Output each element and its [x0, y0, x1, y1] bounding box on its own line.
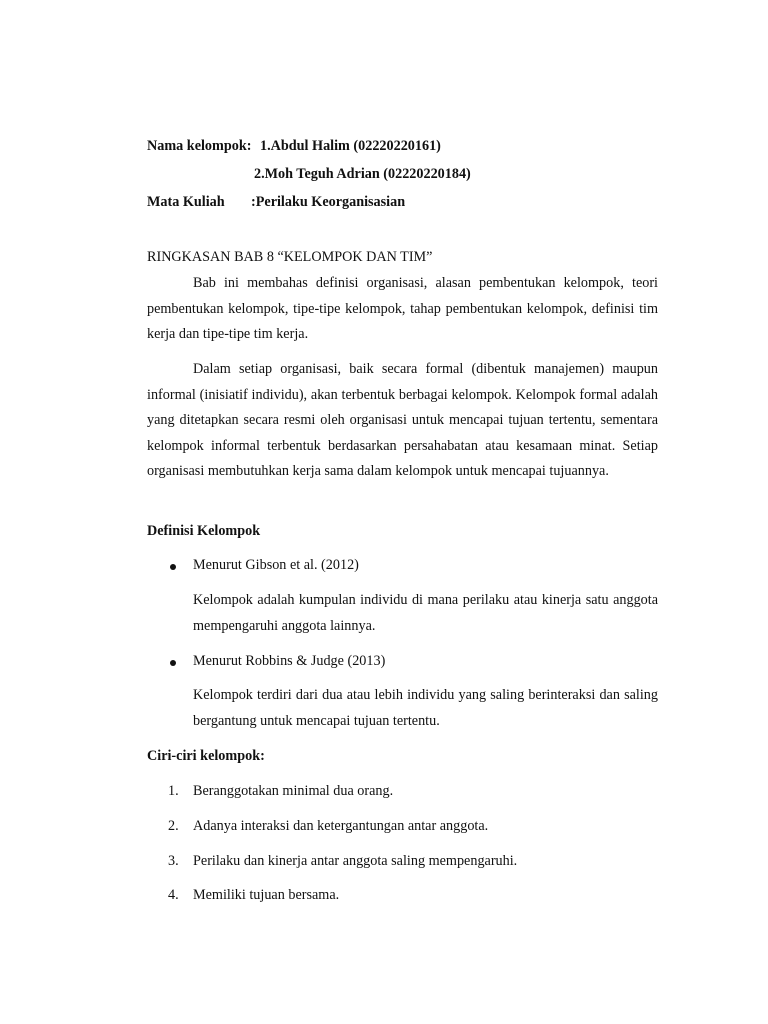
- definition-text-1: Kelompok adalah kumpulan individu di mana perilaku atau kinerja satu anggota mempengaruhi anggota lainnya.: [193, 592, 658, 634]
- definition-text-2: Kelompok terdiri dari dua atau lebih individu yang saling berinteraksi dan saling bergantung untuk mencapai tujuan tertentu.: [193, 687, 658, 729]
- characteristic-item-4: Memiliki tujuan bersama.: [193, 887, 340, 903]
- list-number-2: 2.: [168, 818, 179, 834]
- characteristic-item-2: Adanya interaksi dan ketergantungan antar anggota.: [193, 818, 489, 834]
- organization-paragraph: Dalam setiap organisasi, baik secara formal (dibentuk manajemen) maupun informal (inisiatif individu), akan terbentuk berbagai kelompok. Kelompok formal adalah yang ditetapkan secara resmi oleh organisasi untuk mencapai tujuan tertentu, sementara kelompok informal terbentuk berdasarkan persahabatan atau kesamaan minat. Setiap organisasi membutuhkan kerja sama dalam kelompok untuk mencapai tujuannya.: [147, 361, 658, 479]
- list-number-4: 4.: [168, 887, 179, 903]
- definition-source-2: Menurut Robbins & Judge (2013): [193, 653, 386, 669]
- list-number-1: 1.: [168, 783, 179, 799]
- definition-heading: Definisi Kelompok: [147, 523, 261, 539]
- bullet-icon: [170, 564, 176, 570]
- member-2: 2.Moh Teguh Adrian (02220220184): [254, 166, 471, 182]
- list-number-3: 3.: [168, 853, 179, 869]
- bullet-icon: [170, 660, 176, 666]
- intro-paragraph: Bab ini membahas definisi organisasi, alasan pembentukan kelompok, teori pembentukan kelompok, tipe-tipe kelompok, tahap pembentukan kelompok, definisi tim kerja dan tipe-tipe tim kerja.: [147, 275, 658, 342]
- definition-source-1: Menurut Gibson et al. (2012): [193, 557, 359, 573]
- member-1: 1.Abdul Halim (02220220161): [260, 138, 441, 154]
- characteristics-heading: Ciri-ciri kelompok:: [147, 748, 265, 764]
- course-value: :Perilaku Keorganisasian: [251, 194, 406, 210]
- characteristic-item-1: Beranggotakan minimal dua orang.: [193, 783, 394, 799]
- group-label: Nama kelompok:: [147, 138, 252, 154]
- document-title: RINGKASAN BAB 8 “KELOMPOK DAN TIM”: [147, 249, 433, 265]
- course-label: Mata Kuliah: [147, 194, 225, 210]
- characteristic-item-3: Perilaku dan kinerja antar anggota saling mempengaruhi.: [193, 853, 518, 869]
